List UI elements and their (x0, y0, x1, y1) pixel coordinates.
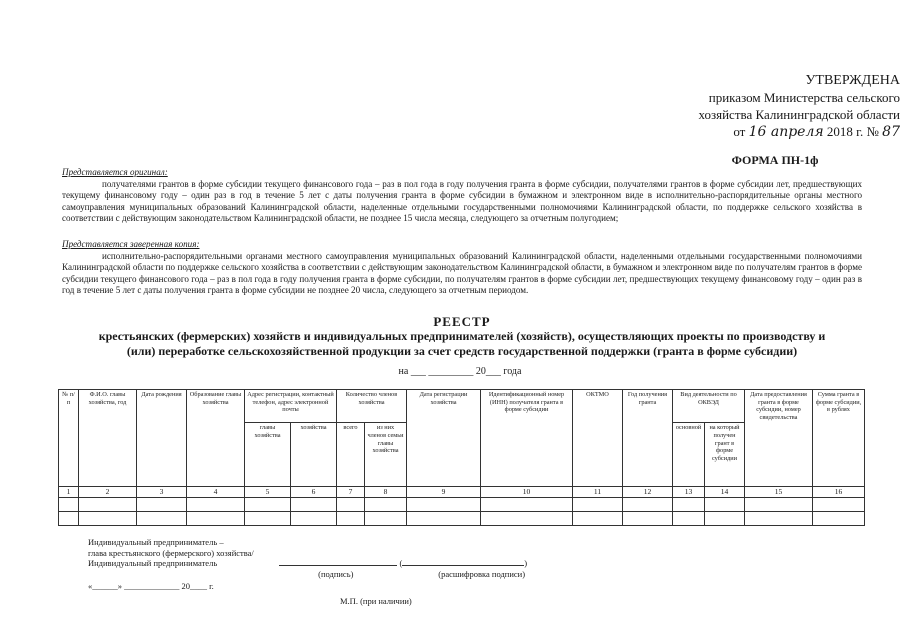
stamp-label: М.П. (при наличии) (340, 595, 412, 606)
register-title (62, 314, 862, 359)
th-members-family: из них членов семьи главы хозяйства (365, 423, 407, 487)
colnum-12: 12 (623, 487, 673, 498)
th-grant-year: Год получения гранта (623, 390, 673, 487)
signature-date-line: «______» _____________ 20____ г. (88, 581, 214, 591)
colnum-10: 10 (481, 487, 573, 498)
signature-field[interactable] (279, 565, 397, 566)
th-okved-grant: на который получен грант в форме субсидии (705, 423, 745, 487)
colnum-9: 9 (407, 487, 481, 498)
colnum-4: 4 (187, 487, 245, 498)
th-okved-main: основной (673, 423, 705, 487)
approval-date-handwritten: 16 апреля (748, 124, 824, 140)
colnum-8: 8 (365, 487, 407, 498)
signature-line1: Индивидуальный предприниматель – (88, 537, 224, 547)
table-row (59, 512, 865, 526)
form-code: ФОРМА ПН-1ф (731, 153, 819, 167)
approval-line2: хозяйства Калининградской области (698, 107, 900, 122)
header-row-1 (59, 390, 865, 423)
signature-line3-row (88, 558, 788, 569)
approval-title: УТВЕРЖДЕНА (805, 73, 900, 88)
th-inn: Идентификационный номер (ИНН) получателя гранта в форме субсидии (481, 390, 573, 487)
colnum-13: 13 (673, 487, 705, 498)
colnum-1: 1 (59, 487, 79, 498)
th-address-head: главы хозяйства (245, 423, 291, 487)
signature-line3: Индивидуальный предприниматель (88, 558, 218, 568)
th-birth: Дата рождения (137, 390, 187, 487)
th-oktmo: ОКТМО (573, 390, 623, 487)
th-members: Количество членов хозяйства (337, 390, 407, 423)
colnum-5: 5 (245, 487, 291, 498)
colnum-16: 16 (813, 487, 865, 498)
signature-decode-field[interactable] (402, 565, 524, 566)
approval-date-prefix: от (733, 124, 746, 139)
approval-date-suffix: 2018 г. № (826, 124, 879, 139)
th-cert-date: Дата предоставления гранта в форме субсидии, номер свидетельства (745, 390, 813, 487)
intro-copy (62, 239, 862, 297)
signature-captions (88, 569, 788, 580)
th-num: № п/п (59, 390, 79, 487)
register-title-line1: крестьянских (фермерских) хозяйств и индивидуальных предпринимателей (хозяйств), осуществляющих проекты по производству и (98, 329, 826, 343)
th-okved: Вид деятельности по ОКВЭД (673, 390, 745, 423)
colnum-11: 11 (573, 487, 623, 498)
colnum-2: 2 (79, 487, 137, 498)
intro-original-label: Представляется оригинал: (62, 167, 168, 177)
signature-paren-close: ) (524, 558, 528, 568)
th-education: Образование главы хозяйства (187, 390, 245, 487)
approval-date-line (600, 123, 900, 141)
table-row (59, 498, 865, 512)
intro-copy-text: исполнительно-распорядительными органами местного самоуправления муниципальных образований Калининградской области, наделенными отдельными государственными полномочиями Калининградской области по поддержке сельского хозяйства в соответствии с действующим законодательством Калининградской области, в бумажном и электронном виде по получателям грантов в форме субсидии текущего финансового года – раз в пол года в году получения гранта в форме субсидии, по получателям грантов в форме субсидии лет, предшествующих текущему финансовому году – один раз в год в течение 5 лет с даты получения гранта в форме субсидии не позднее 20 числа, следующего за отчетным периодом. (62, 250, 862, 295)
colnum-15: 15 (745, 487, 813, 498)
th-address: Адрес регистрации, контактный телефон, адрес электронной почты (245, 390, 337, 423)
colnum-3: 3 (137, 487, 187, 498)
register-title-line2: (или) переработке сельскохозяйственной продукции за счет средств государственной поддержки (гранта в форме субсидии) (126, 344, 798, 358)
signature-block (88, 537, 788, 606)
caption-decode: (расшифровка подписи) (438, 568, 526, 579)
column-number-row (59, 487, 865, 498)
intro-copy-label: Представляется заверенная копия: (62, 239, 200, 249)
colnum-6: 6 (291, 487, 337, 498)
colnum-7: 7 (337, 487, 365, 498)
th-address-farm: хозяйства (291, 423, 337, 487)
register-table (58, 389, 865, 526)
approval-line1: приказом Министерства сельского (708, 90, 900, 105)
intro-original-text: получателями грантов в форме субсидии текущего финансового года – раз в пол года в году получения гранта в форме субсидии, получателями грантов в форме субсидии лет, предшествующих текущему финансовому году – один раз в год в течение 5 лет с даты получения гранта в форме субсидии в бумажном и электронном виде в исполнительно-распорядительные органы местного самоуправления муниципальных образований Калининградской области, наделенные отдельными государственными полномочиями Калининградской области, по поддержке сельского хозяйства в соответствии с действующим законодательством Калининградской области, не позднее 15 числа месяца, следующего за отчетным полугодием; (62, 178, 862, 223)
approval-number-handwritten: 87 (882, 124, 900, 140)
th-amount: Сумма гранта в форме субсидии, в рублях (813, 390, 865, 487)
approval-block (600, 72, 900, 141)
on-date-line: на ___ _________ 20___ года (398, 366, 522, 377)
signature-line2: глава крестьянского (фермерского) хозяйства/ (88, 547, 254, 558)
intro-original (62, 167, 862, 225)
th-fio: Ф.И.О. главы хозяйства, год (79, 390, 137, 487)
signature-paren-open: ( (399, 558, 403, 568)
th-reg-date: Дата регистрации хозяйства (407, 390, 481, 487)
th-members-total: всего (337, 423, 365, 487)
colnum-14: 14 (705, 487, 745, 498)
register-heading: РЕЕСТР (433, 314, 491, 329)
caption-sign: (подпись) (318, 568, 354, 579)
